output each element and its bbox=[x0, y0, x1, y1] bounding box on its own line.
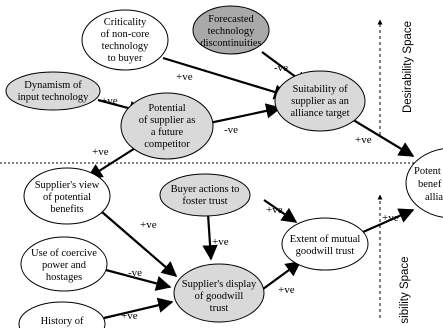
node-display-goodwill-line1: Supplier's display bbox=[181, 279, 257, 290]
node-history-line1: History of bbox=[40, 316, 84, 327]
node-suitability-line2: supplier as an bbox=[291, 96, 349, 107]
node-forecasted-line2: technology bbox=[207, 26, 255, 37]
node-display-goodwill bbox=[174, 264, 264, 322]
node-supplier-view-line3: benefits bbox=[50, 204, 84, 215]
node-criticality-line4: to buyer bbox=[107, 53, 143, 64]
edge-label-supplier-view-display: +ve bbox=[140, 219, 157, 231]
node-mutual-trust bbox=[282, 218, 368, 270]
node-history bbox=[19, 302, 105, 328]
node-potential-supplier-line3: a future bbox=[150, 127, 184, 138]
feasibility-space-label: sibility Space bbox=[399, 256, 411, 324]
node-buyer-actions-line2: foster trust bbox=[182, 196, 228, 207]
edge-label-buyer-actions-mutual: +ve bbox=[266, 204, 283, 216]
node-criticality-line1: Criticality bbox=[103, 17, 147, 28]
node-forecasted-line3: discontinuities bbox=[200, 38, 262, 49]
edge-buyer-actions-display bbox=[208, 214, 211, 259]
edge-label-forecasted-suitability: -ve bbox=[274, 62, 289, 74]
node-potential-supplier-line1: Potential bbox=[148, 103, 186, 114]
node-criticality-line2: of non-core bbox=[100, 29, 150, 40]
edge-history-display bbox=[104, 302, 172, 318]
node-mutual-trust-line2: goodwill trust bbox=[295, 246, 355, 257]
node-forecasted-line1: Forecasted bbox=[208, 14, 254, 25]
edge-label-criticality-suitability: +ve bbox=[176, 71, 193, 83]
edge-label-coercive-display: -ve bbox=[128, 267, 143, 279]
node-potential-benefits-line1: Potent bbox=[414, 166, 441, 177]
desirability-space-label: Desirability Space bbox=[402, 20, 414, 114]
node-coercive bbox=[21, 237, 107, 291]
node-supplier-view-line1: Supplier's view bbox=[34, 180, 100, 191]
node-suitability-line3: alliance target bbox=[290, 108, 350, 119]
node-suitability-line1: Suitability of bbox=[292, 84, 348, 95]
node-dynamism bbox=[6, 72, 100, 110]
node-buyer-actions-line1: Buyer actions to bbox=[170, 184, 240, 195]
node-supplier-view bbox=[24, 168, 110, 224]
edge-label-suitability-benefits: +ve bbox=[355, 134, 372, 146]
node-potential-benefits-line2: benef bbox=[418, 179, 442, 190]
edge-label-potential-suitability: -ve bbox=[224, 124, 239, 136]
node-criticality bbox=[82, 10, 168, 70]
edge-label-dynamism-potential: +ve bbox=[101, 95, 118, 107]
node-coercive-line3: hostages bbox=[45, 272, 83, 283]
node-potential-supplier-line2: of supplier as bbox=[138, 115, 196, 126]
node-potential-benefits bbox=[406, 148, 443, 218]
node-buyer-actions bbox=[160, 174, 250, 216]
node-potential-benefits-line3: allia bbox=[425, 192, 443, 203]
edge-label-history-display: +ve bbox=[121, 310, 138, 322]
node-potential-supplier bbox=[121, 93, 213, 159]
edge-label-mutual-benefits: +ve bbox=[382, 212, 399, 224]
node-supplier-view-line2: of potential bbox=[42, 192, 92, 203]
node-criticality-line3: technology bbox=[101, 41, 149, 52]
edge-label-display-mutual: +ve bbox=[278, 284, 295, 296]
node-display-goodwill-line3: trust bbox=[209, 303, 229, 314]
node-dynamism-line2: input technology bbox=[17, 92, 89, 103]
node-suitability bbox=[275, 71, 365, 131]
node-dynamism-line1: Dynamism of bbox=[24, 80, 82, 91]
node-mutual-trust-line1: Extent of mutual bbox=[289, 234, 361, 245]
node-coercive-line1: Use of coercive bbox=[31, 248, 97, 259]
node-coercive-line2: power and bbox=[41, 260, 87, 271]
edge-label-buyer-actions-display: +ve bbox=[212, 236, 229, 248]
node-forecasted bbox=[193, 6, 269, 54]
edge-label-potential-supplier-view: +ve bbox=[92, 146, 109, 158]
node-display-goodwill-line2: of goodwill bbox=[194, 291, 244, 302]
node-potential-supplier-line4: competitor bbox=[144, 139, 190, 150]
